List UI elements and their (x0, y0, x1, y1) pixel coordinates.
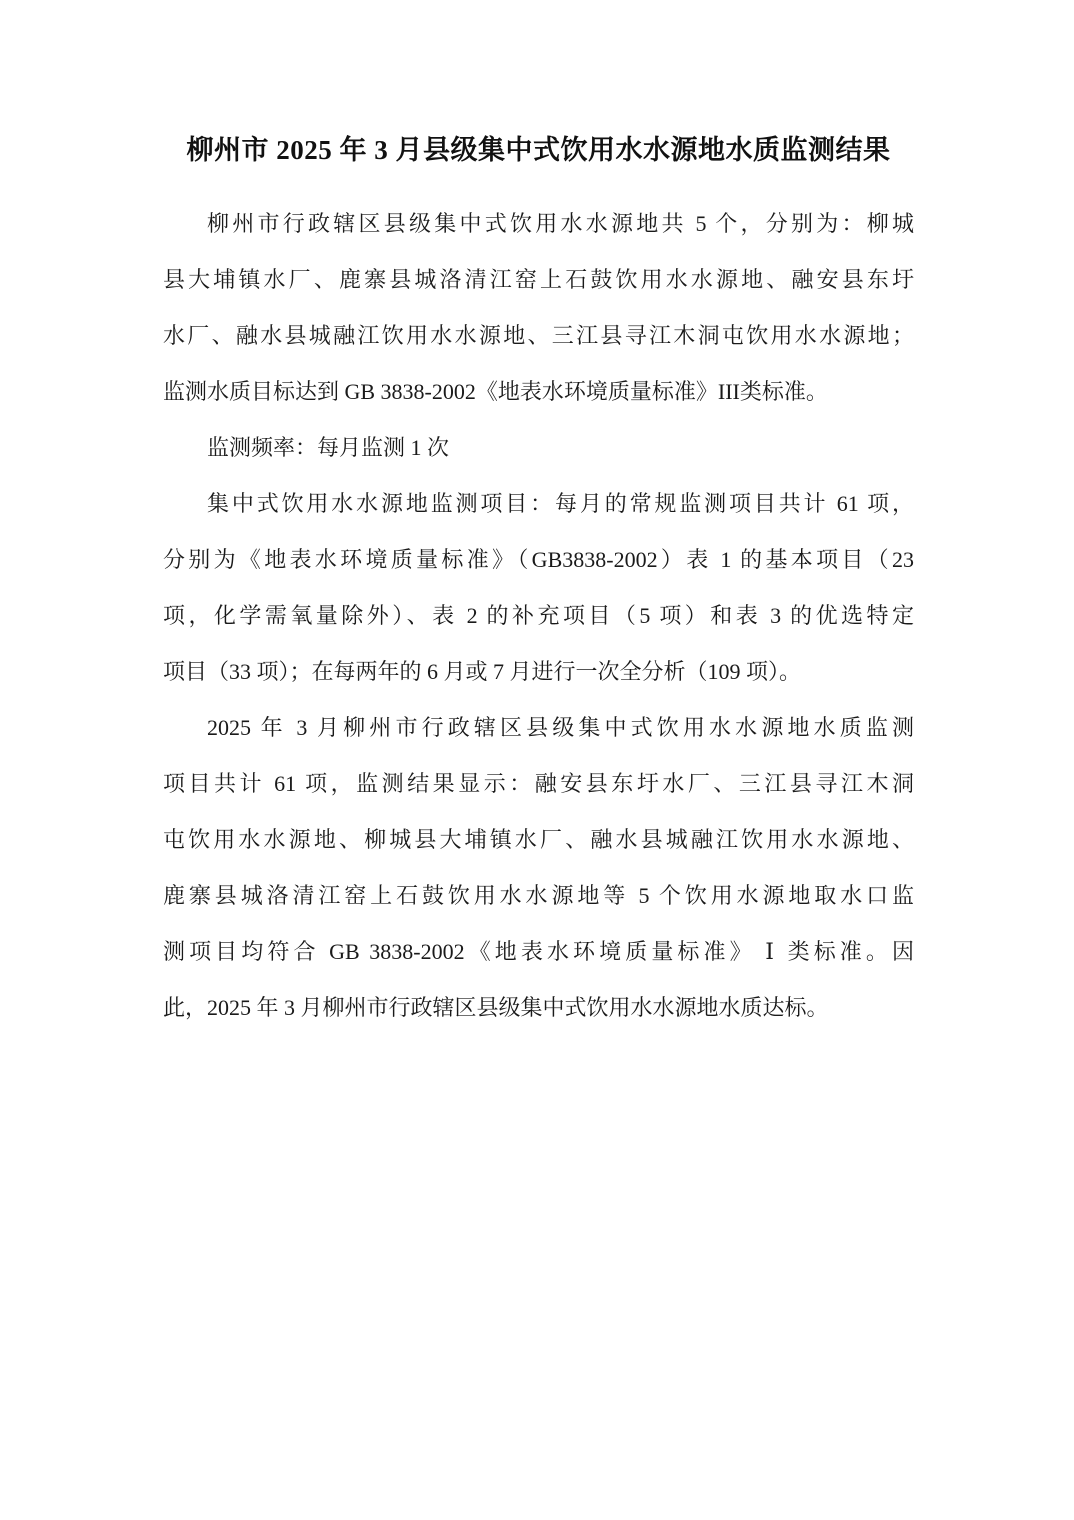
paragraph-line: 监测水质目标达到 GB 3838-2002《地表水环境质量标准》III类标准。 (163, 379, 828, 404)
paragraph-line: 项目（33 项）；在每两年的 6 月或 7 月进行一次全分析（109 项）。 (163, 659, 802, 684)
paragraph-line: 鹿寨县城洛清江窑上石鼓饮用水水源地等 5 个饮用水源地取水口监 (163, 883, 914, 908)
paragraph-line: 水厂、融水县城融江饮用水水源地、三江县寻江木洞屯饮用水水源地； (163, 323, 914, 348)
document-title: 柳州市 2025 年 3 月县级集中式饮用水水源地水质监测结果 (186, 135, 891, 165)
paragraph-line: 2025 年 3 月柳州市行政辖区县级集中式饮用水水源地水质监测 (207, 715, 914, 740)
paragraph-line: 此，2025 年 3 月柳州市行政辖区县级集中式饮用水水源地水质达标。 (163, 995, 829, 1020)
paragraph-line: 测项目均符合 GB 3838-2002《地表水环境质量标准》 Ⅰ 类标准。因 (163, 939, 914, 964)
paragraph-line: 项目共计 61 项，监测结果显示：融安县东圩水厂、三江县寻江木洞 (163, 771, 914, 796)
paragraph-line: 项，化学需氧量除外）、表 2 的补充项目（5 项）和表 3 的优选特定 (163, 603, 914, 628)
document-content (163, 128, 914, 1036)
paragraph-line: 柳州市行政辖区县级集中式饮用水水源地共 5 个，分别为：柳城 (207, 211, 914, 236)
paragraph-line: 分别为《地表水环境质量标准》（GB3838-2002）表 1 的基本项目（23 (163, 547, 914, 572)
paragraph-line: 监测频率：每月监测 1 次 (207, 435, 450, 460)
paragraph-line: 屯饮用水水源地、柳城县大埔镇水厂、融水县城融江饮用水水源地、 (163, 827, 914, 852)
paragraph-line: 县大埔镇水厂、鹿寨县城洛清江窑上石鼓饮用水水源地、融安县东圩 (163, 267, 914, 292)
paragraph-line: 集中式饮用水水源地监测项目：每月的常规监测项目共计 61 项， (207, 491, 914, 516)
